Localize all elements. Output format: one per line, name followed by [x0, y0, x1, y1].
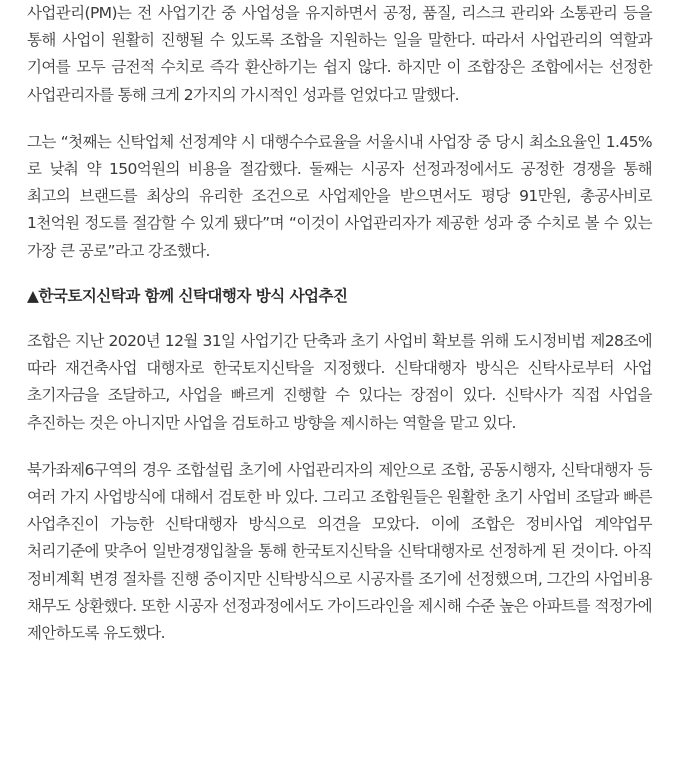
paragraph-bukgajwa6-review: 북가좌제6구역의 경우 조합설립 초기에 사업관리자의 제안으로 조합, 공동시행자, 신탁대행자 등 여러 가지 사업방식에 대해서 검토한 바 있다. 그리고 조합원들은 원활한 초기 사업비 조달과 빠른 사업추진이 가능한 신탁대행자 방식으로 의견을 모았다. 이에 조합은 정비사업 계약업무 처리기준에 맞추어 일반경쟁입찰을 통해 한국토지신탁을 신탁대행자로 선정하게 된 것이다. 아직 정비계획 변경 절차를 진행 중이지만 신탁방식으로 시공자를 조기에 선정했으며, 그간의 사업비용 채무도 상환했다. 또한 시공자 선정과정에서도 가이드라인을 제시해 수준 높은 아파트를 적정가에 제안하도록 유도했다. [27, 460, 652, 643]
paragraph-trust-agent-designation: 조합은 지난 2020년 12월 31일 사업기간 단축과 초기 사업비 확보를 위해 도시정비법 제28조에 따라 재건축사업 대행자로 한국토지신탁을 지정했다. 신탁대행자 방식은 신탁사로부터 사업 초기자금을 조달하고, 사업을 빠르게 진행할 수 있다는 장점이 있다. 신탁사가 직접 사업을 추진하는 것은 아니지만 사업을 검토하고 방향을 제시하는 역할을 맡고 있다. [27, 332, 652, 432]
section-subheading: ▲한국토지신탁과 함께 신탁대행자 방식 사업추진 [27, 286, 348, 305]
article-body [27, 0, 652, 647]
paragraph-pm-results-quote: 그는 “첫째는 신탁업체 선정계약 시 대행수수료율을 서울시내 사업장 중 당시 최소요율인 1.45%로 낮춰 약 150억원의 비용을 절감했다. 둘째는 시공자 선정과정에서도 공정한 경쟁을 통해 최고의 브랜드를 최상의 유리한 조건으로 사업제안을 받으면서도 평당 91만원, 총공사비로 1천억원 정도를 절감할 수 있게 됐다”며 “이것이 사업관리자가 제공한 성과 중 수치로 볼 수 있는 가장 큰 공로”라고 강조했다. [27, 132, 652, 260]
paragraph-spacer [27, 109, 652, 129]
paragraph-spacer [27, 310, 652, 328]
paragraph-pm-definition: 사업관리(PM)는 전 사업기간 중 사업성을 유지하면서 공정, 품질, 리스크 관리와 소통관리 등을 통해 사업이 원활히 진행될 수 있도록 조합을 지원하는 일을 말한다. 따라서 사업관리의 역할과 기여를 모두 금전적 수치로 즉각 환산하기는 쉽지 않다. 하지만 이 조합장은 조합에서는 선정한 사업관리자를 통해 크게 2가지의 가시적인 성과를 얻었다고 말했다. [27, 4, 652, 104]
paragraph-spacer [27, 437, 652, 457]
paragraph-spacer [27, 265, 652, 283]
